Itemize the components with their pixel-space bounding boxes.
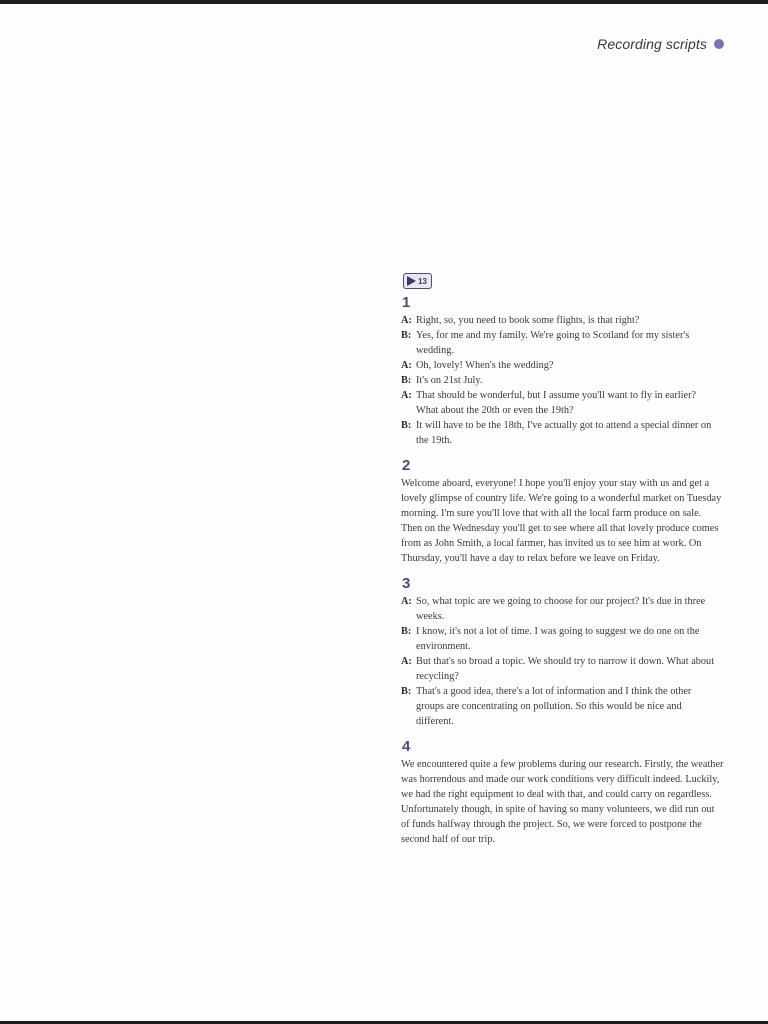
dialogue-line — [401, 418, 726, 448]
dialogue-text: But that's so broad a topic. We should try to narrow it down. What about recycling? — [416, 656, 715, 682]
speaker-label: B: — [401, 626, 412, 637]
dialogue-line — [401, 594, 726, 624]
scan-edge-top — [0, 0, 768, 4]
dialogue-text: Right, so, you need to book some flights, is that right? — [416, 315, 640, 326]
dialogue-line — [401, 373, 726, 388]
running-header-title: Recording scripts — [597, 36, 707, 52]
audio-track-badge[interactable] — [403, 273, 432, 289]
speaker-label: A: — [401, 390, 412, 401]
monologue-text: Welcome aboard, everyone! I hope you'll enjoy your stay with us and get a lovely glimpse of country life. We're going to a wonderful market on Tuesday morning. I'm sure you'll love that with all the local farm produce on sale. Then on the Wednesday you'll get to see where all that lovely produce comes from as John Smith, a local farmer, has invited us to see him at work. On Thursday, you'll have a day to relax before we leave on Friday. — [401, 478, 722, 564]
script-section-4 — [401, 738, 726, 847]
speaker-label: A: — [401, 656, 412, 667]
dialogue-text: Yes, for me and my family. We're going to Scotland for my sister's wedding. — [416, 330, 690, 356]
dialogue-text: It's on 21st July. — [416, 375, 483, 386]
dialogue-line — [401, 684, 726, 729]
dialogue-line — [401, 358, 726, 373]
dialogue-text: I know, it's not a lot of time. I was going to suggest we do one on the environment. — [416, 626, 700, 652]
script-section-1 — [401, 294, 726, 448]
dialogue-text: So, what topic are we going to choose for our project? It's due in three weeks. — [416, 596, 706, 622]
dialogue-text: It will have to be the 18th, I've actually got to attend a special dinner on the 19th. — [416, 420, 712, 446]
script-section-3 — [401, 575, 726, 729]
speaker-label: A: — [401, 315, 412, 326]
section-number: 1 — [402, 294, 411, 311]
speaker-label: B: — [401, 330, 412, 341]
dialogue-line — [401, 328, 726, 358]
dialogue-line — [401, 388, 726, 418]
speaker-label: B: — [401, 686, 412, 697]
dialogue-text: That should be wonderful, but I assume you'll want to fly in earlier? What about the 20th or even the 19th? — [416, 390, 697, 416]
play-icon — [407, 276, 416, 286]
recording-scripts-column — [401, 273, 726, 856]
dialogue-line — [401, 654, 726, 684]
speaker-label: B: — [401, 420, 412, 431]
script-section-2 — [401, 457, 726, 566]
header-bullet-icon — [714, 39, 724, 49]
dialogue-text: Oh, lovely! When's the wedding? — [416, 360, 554, 371]
dialogue-line — [401, 624, 726, 654]
speaker-label: A: — [401, 360, 412, 371]
section-number: 3 — [402, 575, 411, 592]
section-number: 2 — [402, 457, 411, 474]
speaker-label: B: — [401, 375, 412, 386]
speaker-label: A: — [401, 596, 412, 607]
running-header — [597, 36, 724, 52]
track-number: 13 — [418, 276, 427, 286]
dialogue-line — [401, 313, 726, 328]
section-number: 4 — [402, 738, 411, 755]
dialogue-text: That's a good idea, there's a lot of information and I think the other groups are concentrating on pollution. So this would be nice and different. — [416, 686, 692, 727]
monologue-text: We encountered quite a few problems during our research. Firstly, the weather was horrendous and made our work conditions very difficult indeed. Luckily, we had the right equipment to deal with that, and could carry on regardless. Unfortunately though, in spite of having so many volunteers, we did run out of funds halfway through the project. So, we were forced to postpone the second half of our trip. — [401, 759, 724, 845]
